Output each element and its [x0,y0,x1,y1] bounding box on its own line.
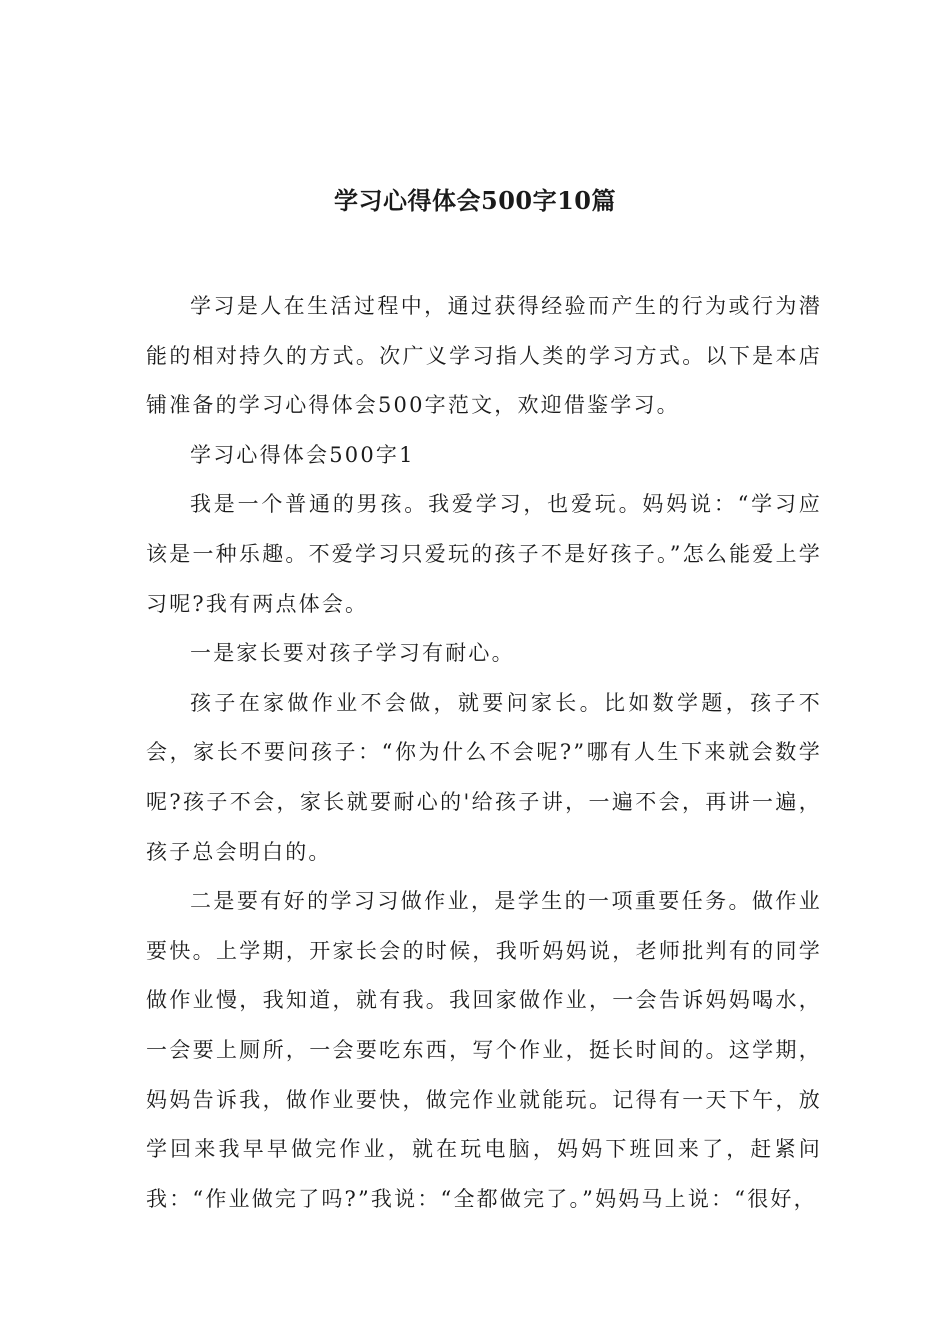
intro-paragraph: 学习是人在生活过程中，通过获得经验而产生的行为或行为潜能的相对持久的方式。次广义学习指人类的学习方式。以下是本店铺准备的学习心得体会500字范文，欢迎借鉴学习。 [146,294,822,418]
body-paragraph: 我是一个普通的男孩。我爱学习，也爱玩。妈妈说：“学习应该是一种乐趣。不爱学习只爱玩的孩子不是好孩子。”怎么能爱上学习呢?我有两点体会。 [146,492,822,616]
document-title: 学习心得体会500字10篇 [334,186,616,215]
body-paragraph: 孩子在家做作业不会做，就要问家长。比如数学题，孩子不会，家长不要问孩子：“你为什么不会呢?”哪有人生下来就会数学呢?孩子不会，家长就要耐心的'给孩子讲，一遍不会，再讲一遍，孩子总会明白的。 [146,690,822,864]
body-paragraph: 二是要有好的学习习做作业，是学生的一项重要任务。做作业要快。上学期，开家长会的时候，我听妈妈说，老师批判有的同学做作业慢，我知道，就有我。我回家做作业，一会告诉妈妈喝水，一会要上厕所，一会要吃东西，写个作业，挺长时间的。这学期，妈妈告诉我，做作业要快，做完作业就能玩。记得有一天下午，放学回来我早早做完作业，就在玩电脑，妈妈下班回来了，赶紧问我：“作业做完了吗?”我说：“全都做完了。”妈妈马上说：“很好， [146,889,822,1211]
section-heading: 学习心得体会500字1 [190,442,415,467]
document-body [146,282,822,1224]
point-heading-1: 一是家长要对孩子学习有耐心。 [190,641,515,666]
